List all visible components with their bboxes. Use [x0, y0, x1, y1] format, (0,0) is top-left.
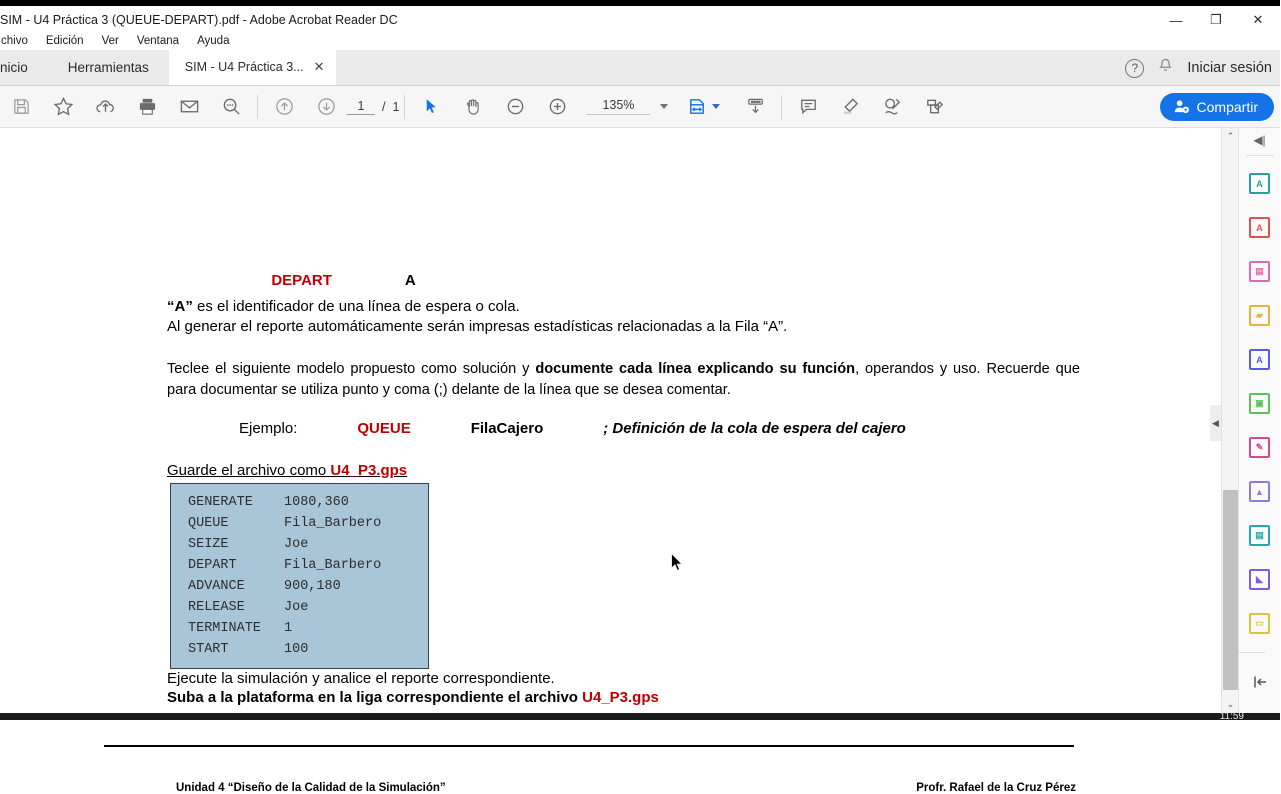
share-button[interactable]	[1160, 93, 1274, 121]
pdf-page	[0, 128, 1222, 794]
toolbar-divider	[257, 95, 258, 119]
email-icon[interactable]	[168, 86, 210, 128]
quoted-a: “A”	[167, 298, 193, 315]
minimize-button[interactable]: —	[1169, 12, 1183, 28]
compress-pdf-glyph: ▣	[1249, 393, 1270, 414]
tab-inicio[interactable]: nicio	[0, 59, 28, 75]
page-navigation	[347, 99, 399, 115]
windows-taskbar	[0, 713, 1280, 720]
save-as-line	[167, 462, 407, 479]
code-line	[188, 492, 428, 513]
restore-button[interactable]: ❐	[1210, 12, 1222, 27]
save-icon[interactable]	[0, 86, 42, 128]
toolbar-divider-3	[781, 95, 782, 119]
paragraph-instructions-b: , operandos y uso. Recuerde que para documentar se utiliza punto y coma (;) delante de la línea que se desea comentar.	[167, 361, 1081, 398]
rail-divider	[1246, 155, 1274, 156]
rail-bottom	[1239, 646, 1281, 713]
sign-icon[interactable]	[871, 86, 913, 128]
code-op: QUEUE	[188, 516, 229, 531]
menu-ventana[interactable]: Ventana	[136, 35, 180, 47]
example-line	[239, 420, 906, 437]
close-button[interactable]: ✕	[1252, 12, 1264, 27]
comment-tool-icon[interactable]	[1239, 294, 1281, 338]
comment-icon[interactable]	[787, 86, 829, 128]
protect-tool-icon[interactable]	[1239, 470, 1281, 514]
upload-line-filename: U4_P3.gps	[582, 689, 659, 706]
footer-left: Unidad 4 “Diseño de la Calidad de la Simulación”	[176, 782, 446, 794]
export-pdf-glyph: A	[1249, 173, 1270, 194]
code-line	[188, 576, 428, 597]
highlight-icon[interactable]	[829, 86, 871, 128]
taskbar-clock: 11:59	[1219, 711, 1244, 722]
help-icon[interactable]: ?	[1125, 59, 1144, 78]
tab-herramientas[interactable]: Herramientas	[67, 59, 149, 75]
paragraph-identifier-line1-rest: es el identificador de una línea de espera o cola.	[192, 298, 520, 315]
code-op: GENERATE	[188, 495, 253, 510]
code-line	[188, 639, 428, 660]
footer-divider	[104, 745, 1074, 747]
code-arg: 900,180	[284, 579, 341, 594]
save-as-prefix: Guarde el archivo como	[167, 462, 331, 479]
edit-pdf-glyph: ▤	[1249, 525, 1270, 546]
code-block	[170, 483, 429, 669]
zoom-in-icon[interactable]	[536, 86, 578, 128]
select-tool-icon[interactable]	[410, 86, 452, 128]
menu-ver[interactable]: Ver	[101, 35, 119, 47]
window-title: SIM - U4 Práctica 3 (QUEUE-DEPART).pdf - Adobe Acrobat Reader DC	[0, 13, 398, 27]
rail-collapse-icon[interactable]: ◀|	[1253, 133, 1266, 148]
compress-pdf-tool-icon[interactable]	[1239, 382, 1281, 426]
redact-tool-icon[interactable]	[1239, 426, 1281, 470]
scroll-down-icon[interactable]: ⌄	[1226, 699, 1235, 709]
tab-bar-right	[1125, 50, 1280, 86]
more-tools-icon[interactable]	[1239, 659, 1281, 705]
star-icon[interactable]	[42, 86, 84, 128]
code-op: RELEASE	[188, 600, 245, 615]
tab-document-label: SIM - U4 Práctica 3...	[184, 60, 304, 74]
code-line	[188, 597, 428, 618]
code-arg: Fila_Barbero	[284, 516, 382, 531]
paragraph-instructions	[167, 359, 1080, 401]
vertical-scrollbar[interactable]	[1221, 128, 1238, 713]
paragraph-instructions-a: Teclee el siguiente modelo propuesto como solución y	[167, 361, 536, 377]
save-as-filename: U4_P3.gps	[330, 462, 408, 479]
export-pdf-tool-icon[interactable]	[1239, 162, 1281, 206]
scroll-mode-icon[interactable]	[734, 86, 776, 128]
footer-right: Profr. Rafael de la Cruz Pérez	[916, 782, 1076, 794]
heading-command: DEPART	[271, 272, 332, 289]
scroll-up-icon[interactable]: ⌃	[1226, 131, 1235, 141]
code-arg: 1	[284, 621, 293, 636]
page-number-input[interactable]: 1	[347, 99, 375, 115]
protect-glyph: ▲	[1249, 481, 1270, 502]
zoom-out-icon[interactable]	[494, 86, 536, 128]
code-op: START	[188, 642, 229, 657]
heading-operand: A	[404, 272, 416, 289]
code-arg: Joe	[284, 600, 309, 615]
code-op: DEPART	[188, 558, 237, 573]
rail-bottom-divider	[1239, 652, 1265, 653]
combine-files-glyph: A	[1249, 349, 1270, 370]
menu-archivo[interactable]: chivo	[1, 35, 28, 47]
create-pdf-glyph: A	[1249, 217, 1270, 238]
code-arg: Joe	[284, 537, 309, 552]
upload-cloud-icon[interactable]	[84, 86, 126, 128]
hand-tool-icon[interactable]	[452, 86, 494, 128]
paragraph-identifier-line1	[167, 297, 787, 317]
share-button-label: Compartir	[1196, 98, 1258, 115]
bell-icon[interactable]	[1158, 58, 1173, 78]
paragraph-instructions-bold: documente cada línea explicando su función	[535, 361, 856, 377]
toolbar	[0, 86, 1280, 128]
fit-page-chevron-down-icon[interactable]	[712, 104, 720, 109]
sign-in-button[interactable]: Iniciar sesión	[1187, 60, 1272, 76]
stamp-glyph: ▭	[1249, 613, 1270, 634]
menu-edicion[interactable]: Edición	[45, 35, 84, 47]
scrollbar-thumb[interactable]	[1223, 490, 1238, 690]
stamp-tool-icon[interactable]	[1239, 602, 1281, 646]
paragraph-identifier-line2: Al generar el reporte automáticamente serán impresas estadísticas relacionadas a la Fila “A”.	[167, 318, 788, 335]
upload-line	[167, 689, 659, 706]
example-operand: FilaCajero	[470, 420, 544, 437]
fill-and-sign-icon[interactable]	[913, 86, 955, 128]
code-line	[188, 513, 428, 534]
create-pdf-tool-icon[interactable]	[1239, 206, 1281, 250]
zoom-control[interactable]	[586, 98, 668, 115]
example-command: QUEUE	[357, 420, 411, 437]
menu-ayuda[interactable]: Ayuda	[197, 35, 230, 47]
previous-page-icon[interactable]	[263, 86, 305, 128]
organize-pages-tool-icon[interactable]	[1239, 250, 1281, 294]
code-line	[188, 534, 428, 555]
example-comment: ; Definición de la cola de espera del cajero	[603, 420, 906, 437]
tab-bar	[0, 50, 1280, 86]
code-op: SEIZE	[188, 537, 229, 552]
example-label: Ejemplo:	[239, 420, 298, 437]
code-arg: 1080,360	[284, 495, 349, 510]
print-icon[interactable]	[126, 86, 168, 128]
code-arg: 100	[284, 642, 309, 657]
comment-tool-glyph: ▰	[1249, 305, 1270, 326]
code-line	[188, 618, 428, 639]
tools-rail	[1238, 128, 1280, 713]
paragraph-identifier	[167, 297, 787, 337]
chevron-down-icon[interactable]	[660, 104, 668, 109]
code-op: TERMINATE	[188, 621, 261, 636]
code-op: ADVANCE	[188, 579, 245, 594]
add-person-icon	[1173, 98, 1190, 115]
toolbar-divider-2	[404, 95, 405, 119]
redact-glyph: ✎	[1249, 437, 1270, 458]
tab-document[interactable]	[169, 49, 337, 85]
combine-files-tool-icon[interactable]	[1239, 338, 1281, 382]
measure-tool-icon[interactable]	[1239, 558, 1281, 602]
measure-glyph: ◣	[1249, 569, 1270, 590]
search-icon[interactable]	[210, 86, 252, 128]
page-separator: /	[382, 99, 386, 114]
page-total: 1	[392, 99, 400, 114]
code-arg: Fila_Barbero	[284, 558, 382, 573]
execute-line: Ejecute la simulación y analice el reporte correspondiente.	[167, 670, 555, 687]
edit-pdf-tool-icon[interactable]	[1239, 514, 1281, 558]
close-icon[interactable]: ✕	[313, 59, 325, 74]
collapse-panel-icon[interactable]: ◀	[1210, 405, 1221, 441]
code-line	[188, 555, 428, 576]
zoom-level-value[interactable]: 135%	[586, 98, 650, 115]
next-page-icon[interactable]	[305, 86, 347, 128]
organize-pages-glyph: ▤	[1249, 261, 1270, 282]
upload-line-prefix: Suba a la plataforma en la liga correspondiente el archivo	[167, 689, 583, 706]
mouse-cursor	[671, 553, 685, 573]
